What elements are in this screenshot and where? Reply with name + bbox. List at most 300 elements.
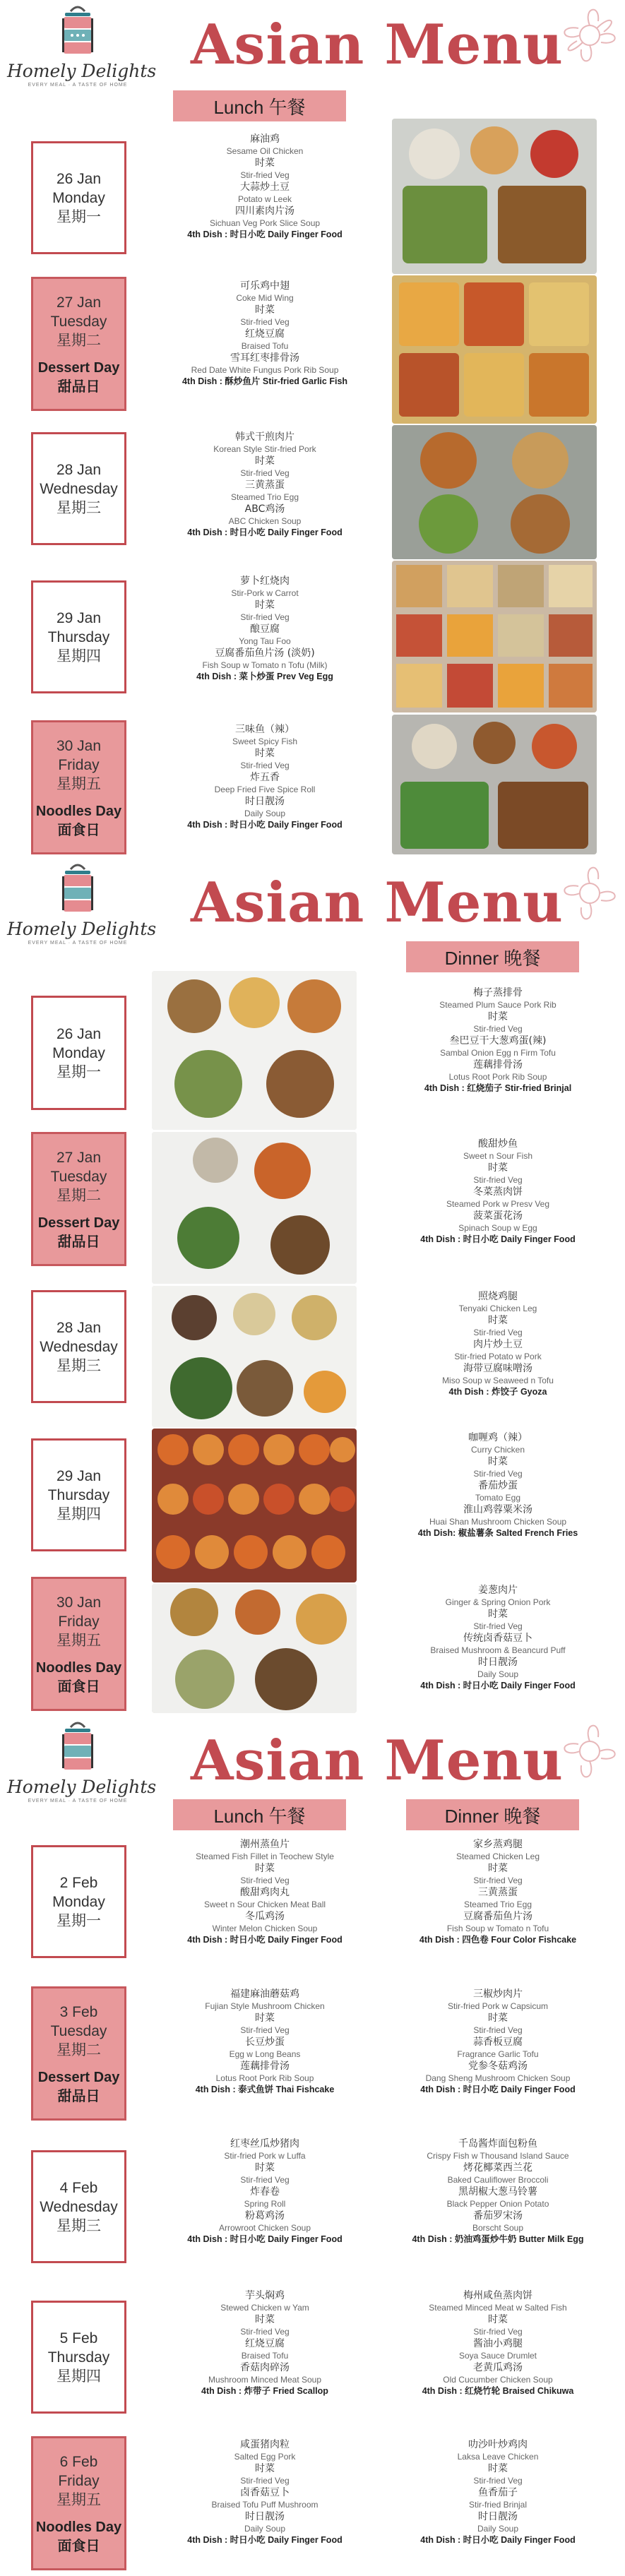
day-weekday: Friday [58, 2472, 100, 2489]
dish-en: Sambal Onion Egg n Firm Tofu [440, 1048, 556, 1058]
dish-en: Spinach Soup w Egg [458, 1223, 537, 1233]
day-date: 28 Jan [56, 461, 102, 478]
dish-cn: 番茄罗宋汤 [473, 2210, 523, 2222]
dish-en: Salted Egg Pork [234, 2452, 296, 2462]
dish-cn: 叁巴豆干大葱鸡蛋(辣) [449, 1035, 547, 1046]
dish-cn: 萝卜红烧肉 [240, 576, 290, 587]
dish-cn: 冬菜蒸肉饼 [473, 1186, 523, 1198]
food-photo [392, 561, 597, 712]
dish-en: Steamed Fish Fillet in Teochew Style [196, 1852, 334, 1861]
dish-cn: 时菜 [488, 2012, 508, 2024]
dish-en: Daily Soup [244, 809, 286, 818]
day-weekday: Monday [52, 1893, 105, 1910]
dish-en: Tomato Egg [475, 1493, 521, 1503]
fourth-dish: 4th Dish : 酥炒鱼片 Stir-fried Garlic Fish [181, 376, 348, 386]
dish-en: Stir-fried Veg [473, 1175, 523, 1185]
day-weekday-cn: 星期五 [56, 1631, 101, 1649]
day-date: 4 Feb [59, 2179, 98, 2196]
dish-en: Yong Tau Foo [239, 636, 291, 646]
dish-en: Stir-fried Veg [473, 1469, 523, 1479]
dish-en: Stir-fried Veg [473, 1328, 523, 1337]
fourth-dish: 4th Dish : 时日小吃 Daily Finger Food [187, 2234, 343, 2244]
dish-cn: 烤花椰菜西兰花 [463, 2162, 532, 2174]
dish-cn: 时菜 [255, 455, 275, 467]
dish-cn: 潮州蒸鱼片 [240, 1839, 290, 1850]
day-weekday: Tuesday [50, 1168, 107, 1185]
dinner-menu-29-jan [385, 1431, 611, 1539]
menu-title: Asian Menu [191, 1729, 564, 1793]
day-box-26-jan [31, 141, 126, 254]
brand-logo [7, 864, 157, 962]
food-photo [152, 1132, 357, 1284]
dish-en: Black Pepper Onion Potato [446, 2199, 549, 2209]
lunch-label: Lunch 午餐 [173, 1799, 346, 1830]
day-weekday-cn: 星期三 [56, 1356, 101, 1374]
dish-cn: 番茄炒蛋 [478, 1480, 518, 1491]
day-weekday: Wednesday [40, 480, 118, 497]
dish-cn: 豆腐番茄鱼片汤 (淡奶) [215, 648, 315, 659]
day-weekday-cn: 星期一 [56, 1063, 101, 1080]
dish-en: Steamed Minced Meat w Salted Fish [429, 2303, 567, 2313]
tiffin-carrier-icon [58, 1722, 97, 1775]
dish-cn: 大蒜炒土豆 [240, 181, 290, 193]
lunch-menu-30-jan [155, 723, 374, 831]
dish-en: Stir-fried Veg [240, 317, 290, 327]
fourth-dish: 4th Dish : 时日小吃 Daily Finger Food [420, 1234, 576, 1244]
day-box-4-feb [31, 2150, 126, 2263]
food-photo [152, 1286, 357, 1427]
dish-en: Mushroom Minced Meat Soup [208, 2375, 322, 2385]
dish-en: Stir-fried Brinjal [468, 2500, 528, 2510]
fourth-dish: 4th Dish : 炸带子 Fried Scallop [201, 2386, 328, 2396]
dish-cn: 韩式干煎肉片 [235, 431, 294, 443]
day-weekday-cn: 星期四 [56, 1505, 101, 1522]
dish-cn: 党参冬菇鸡汤 [468, 2061, 528, 2072]
tiffin-carrier-icon [58, 864, 97, 917]
dish-cn: 时菜 [488, 1162, 508, 1174]
dinner-label: Dinner 晚餐 [406, 1799, 579, 1830]
dish-cn: 梅州咸鱼蒸肉饼 [463, 2290, 532, 2301]
lunch-menu-5-feb [155, 2289, 374, 2397]
brand-tagline: EVERY MEAL · A TASTE OF HOME [28, 83, 128, 88]
day-box-3-feb [31, 1986, 126, 2121]
dish-en: Stir-fried Veg [473, 1876, 523, 1885]
dish-en: Stir-fried Veg [240, 2025, 290, 2035]
dish-en: Sweet n Sour Fish [463, 1151, 533, 1161]
dish-en: ABC Chicken Soup [228, 516, 302, 526]
dish-cn: 海带豆腐味噌汤 [463, 1363, 532, 1374]
day-weekday: Wednesday [40, 2198, 118, 2215]
dish-cn: 粉葛鸡汤 [245, 2210, 285, 2222]
dish-cn: 时菜 [255, 1863, 275, 1874]
dish-cn: 卤香菇豆卜 [240, 2487, 290, 2498]
food-photo [392, 119, 597, 274]
dinner-menu-6-feb [385, 2438, 611, 2546]
day-weekday: Tuesday [50, 313, 107, 330]
dish-en: Dang Sheng Mushroom Chicken Soup [425, 2073, 571, 2083]
day-date: 27 Jan [56, 294, 102, 311]
day-weekday: Thursday [47, 628, 110, 645]
dish-cn: 老黄瓜鸡汤 [473, 2362, 523, 2373]
dish-cn: 红烧豆腐 [245, 328, 285, 340]
day-weekday: Thursday [47, 2349, 110, 2366]
day-weekday: Monday [52, 1044, 105, 1061]
dinner-menu-30-jan [385, 1584, 611, 1692]
day-special: Dessert Day [37, 359, 120, 376]
day-date: 29 Jan [56, 609, 102, 626]
dish-cn: 咖喱鸡（辣） [468, 1432, 528, 1443]
tiffin-carrier-icon [58, 6, 97, 59]
dish-en: Stir-fried Veg [240, 2327, 290, 2337]
dish-cn: 黑胡椒大葱马铃薯 [458, 2186, 537, 2198]
day-weekday: Wednesday [40, 1338, 118, 1355]
fourth-dish: 4th Dish : 时日小吃 Daily Finger Food [187, 527, 343, 537]
day-box-29-jan [31, 1438, 126, 1551]
dish-cn: 长豆炒蛋 [245, 2037, 285, 2048]
brand-logo [7, 1722, 157, 1820]
dish-en: Coke Mid Wing [236, 293, 294, 303]
day-box-6-feb [31, 2436, 126, 2570]
dish-en: Braised Tofu Puff Mushroom [211, 2500, 319, 2510]
brand-tagline: EVERY MEAL · A TASTE OF HOME [28, 1799, 128, 1803]
day-special: Dessert Day [37, 1215, 120, 1231]
lunch-menu-6-feb [155, 2438, 374, 2546]
dish-cn: 雪耳红枣排骨汤 [230, 352, 299, 364]
dish-en: Winter Melon Chicken Soup [212, 1924, 318, 1933]
dish-cn: 照烧鸡腿 [478, 1291, 518, 1302]
fourth-dish: 4th Dish : 红烧茄子 Stir-fried Brinjal [424, 1083, 572, 1093]
day-date: 2 Feb [59, 1874, 98, 1891]
dish-cn: 时日靓汤 [478, 2511, 518, 2522]
dish-cn: 时菜 [255, 2012, 275, 2024]
dish-en: Ginger & Spring Onion Pork [445, 1597, 551, 1607]
dish-en: Miso Soup w Seaweed n Tofu [442, 1376, 554, 1385]
dish-cn: 叻沙叶炒鸡肉 [468, 2439, 528, 2450]
day-special-cn: 面食日 [57, 821, 100, 838]
dish-en: Daily Soup [477, 2524, 519, 2534]
day-special: Noodles Day [35, 803, 122, 819]
day-special: Noodles Day [35, 2519, 122, 2535]
dish-cn: 肉片炒土豆 [473, 1339, 523, 1350]
dish-en: Stir-fried Pork w Luffa [224, 2151, 306, 2161]
day-date: 27 Jan [56, 1149, 102, 1166]
dish-en: Steamed Pork w Presv Veg [446, 1199, 550, 1209]
dish-cn: 时菜 [255, 2162, 275, 2174]
day-weekday-cn: 星期二 [56, 331, 101, 349]
dish-en: Stir-fried Potato w Pork [454, 1352, 542, 1361]
dish-en: Daily Soup [244, 2524, 286, 2534]
day-weekday: Friday [58, 756, 100, 773]
day-weekday-cn: 星期三 [56, 2217, 101, 2234]
dish-en: Steamed Plum Sauce Pork Rib [439, 1000, 556, 1010]
dish-en: Sichuan Veg Pork Slice Soup [209, 218, 321, 228]
lunch-menu-3-feb [155, 1988, 374, 2096]
dish-cn: 时菜 [255, 600, 275, 611]
food-photo [392, 425, 597, 559]
dish-en: Fish Soup w Tomato n Tofu (Milk) [202, 660, 328, 670]
day-date: 6 Feb [59, 2453, 98, 2470]
day-special: Dessert Day [37, 2069, 120, 2085]
brand-name: Homely Delights [7, 919, 157, 939]
day-weekday-cn: 星期三 [56, 499, 101, 516]
lunch-label: Lunch 午餐 [173, 90, 346, 121]
day-date: 26 Jan [56, 1025, 102, 1042]
lunch-menu-2-feb [155, 1838, 374, 1946]
dish-cn: 咸蛋猪肉粒 [240, 2439, 290, 2450]
day-special-cn: 甜品日 [57, 1232, 100, 1250]
fourth-dish: 4th Dish : 红烧竹轮 Braised Chikuwa [422, 2386, 574, 2396]
dish-cn: 淮山鸡蓉粟米汤 [463, 1504, 532, 1515]
dish-cn: 三黄蒸蛋 [245, 479, 285, 491]
day-date: 30 Jan [56, 1594, 102, 1611]
dish-en: Braised Tofu [241, 341, 289, 351]
day-special: Noodles Day [35, 1659, 122, 1676]
dinner-menu-3-feb [385, 1988, 611, 2096]
day-weekday-cn: 星期五 [56, 2491, 101, 2508]
dish-cn: 鱼香茄子 [478, 2487, 518, 2498]
fourth-dish: 4th Dish : 时日小吃 Daily Finger Food [187, 1935, 343, 1945]
day-weekday: Tuesday [50, 2022, 107, 2039]
dish-cn: 时菜 [255, 304, 275, 316]
dish-cn: 可乐鸡中翅 [240, 280, 290, 292]
dish-cn: 福建麻油蘑菇鸡 [230, 1988, 299, 2000]
dish-cn: 冬瓜鸡汤 [245, 1911, 285, 1922]
fourth-dish: 4th Dish : 时日小吃 Daily Finger Food [420, 1681, 576, 1690]
dish-cn: 时菜 [488, 1609, 508, 1620]
dish-cn: 菠菜蛋花汤 [473, 1210, 523, 1222]
food-photo [152, 971, 357, 1130]
dinner-menu-2-feb [385, 1838, 611, 1946]
fourth-dish: 4th Dish : 泰式鱼饼 Thai Fishcake [195, 2085, 335, 2094]
dish-en: Spring Roll [244, 2199, 286, 2209]
lunch-menu-26-jan [155, 133, 374, 241]
day-weekday-cn: 星期一 [56, 1912, 101, 1929]
day-weekday-cn: 星期一 [56, 208, 101, 225]
fourth-dish: 4th Dish: 椒盐薯条 Salted French Fries [417, 1528, 578, 1538]
dish-en: Deep Fried Five Spice Roll [214, 785, 316, 794]
dish-cn: 家乡蒸鸡腿 [473, 1839, 523, 1850]
food-photo [392, 715, 597, 854]
dish-en: Steamed Chicken Leg [456, 1852, 540, 1861]
dish-cn: ABC鸡汤 [244, 503, 285, 515]
dish-cn: 时菜 [255, 748, 275, 759]
dish-cn: 红枣丝瓜炒猪肉 [230, 2138, 299, 2149]
dish-cn: 红烧豆腐 [245, 2338, 285, 2349]
dish-en: Borscht Soup [472, 2223, 524, 2233]
dish-cn: 时菜 [488, 1011, 508, 1022]
dish-cn: 时菜 [488, 1863, 508, 1874]
dish-cn: 时日靓汤 [245, 2511, 285, 2522]
lunch-menu-28-jan [155, 431, 374, 539]
menu-title: Asian Menu [191, 871, 564, 935]
day-weekday: Thursday [47, 1486, 110, 1503]
dish-en: Stewed Chicken w Yam [220, 2303, 309, 2313]
dish-en: Sweet Spicy Fish [232, 737, 298, 746]
dish-en: Stir-fried Veg [240, 761, 290, 770]
dish-en: Sweet n Sour Chicken Meat Ball [203, 1900, 326, 1909]
dish-en: Korean Style Stir-fried Pork [213, 444, 316, 454]
dish-en: Stir-fried Veg [473, 1621, 523, 1631]
dish-cn: 时菜 [488, 2463, 508, 2474]
lunch-menu-4-feb [155, 2137, 374, 2246]
day-weekday: Friday [58, 1613, 100, 1630]
dish-en: Laksa Leave Chicken [457, 2452, 539, 2462]
day-special-cn: 面食日 [57, 2536, 100, 2554]
day-date: 26 Jan [56, 170, 102, 187]
day-date: 28 Jan [56, 1319, 102, 1336]
dish-en: Braised Tofu [241, 2351, 289, 2361]
day-weekday-cn: 星期二 [56, 1186, 101, 1204]
fourth-dish: 4th Dish : 时日小吃 Daily Finger Food [420, 2535, 576, 2545]
dish-en: Curry Chicken [470, 1445, 525, 1455]
dish-cn: 豆腐番茄鱼片汤 [463, 1911, 532, 1922]
dish-cn: 酸甜炒鱼 [478, 1138, 518, 1150]
menu-week1-dinner [0, 858, 625, 1716]
day-weekday-cn: 星期四 [56, 647, 101, 664]
fourth-dish: 4th Dish : 四色卷 Four Color Fishcake [419, 1935, 577, 1945]
dish-cn: 香菇肉碎汤 [240, 2362, 290, 2373]
fourth-dish: 4th Dish : 时日小吃 Daily Finger Food [187, 229, 343, 239]
dish-cn: 三黄蒸蛋 [478, 1887, 518, 1898]
dish-cn: 时菜 [255, 2463, 275, 2474]
dish-en: Stir-fried Veg [473, 2327, 523, 2337]
dish-cn: 芋头焖鸡 [245, 2290, 285, 2301]
day-weekday: Monday [52, 189, 105, 206]
dish-cn: 梅子蒸排骨 [473, 987, 523, 998]
dinner-menu-5-feb [385, 2289, 611, 2397]
day-date: 30 Jan [56, 737, 102, 754]
dish-en: Steamed Trio Egg [230, 492, 299, 502]
dish-en: Sesame Oil Chicken [226, 146, 304, 156]
dinner-menu-4-feb [385, 2137, 611, 2246]
dish-en: Fragrance Garlic Tofu [457, 2049, 539, 2059]
dish-en: Egg w Long Beans [229, 2049, 301, 2059]
dish-en: Tenyaki Chicken Leg [458, 1304, 537, 1313]
fourth-dish: 4th Dish : 时日小吃 Daily Finger Food [420, 2085, 576, 2094]
day-box-29-jan [31, 580, 126, 693]
brand-logo [7, 6, 157, 105]
dish-cn: 三椒炒肉片 [473, 1988, 523, 2000]
dish-cn: 千岛酱炸面包粉鱼 [458, 2138, 537, 2149]
dish-cn: 四川素肉片汤 [235, 205, 294, 217]
dish-en: Stir-fried Veg [240, 170, 290, 180]
dish-en: Arrowroot Chicken Soup [218, 2223, 311, 2233]
brand-name: Homely Delights [7, 1777, 157, 1797]
fourth-dish: 4th Dish : 奶油鸡蛋炒牛奶 Butter Milk Egg [412, 2234, 584, 2244]
dish-cn: 酸甜鸡肉丸 [240, 1887, 290, 1898]
dish-cn: 时日靓汤 [478, 1657, 518, 1668]
brand-tagline: EVERY MEAL · A TASTE OF HOME [28, 941, 128, 946]
food-photo [152, 1429, 357, 1582]
dinner-menu-28-jan [385, 1290, 611, 1398]
dish-en: Stir-Pork w Carrot [231, 588, 299, 598]
brand-name: Homely Delights [7, 61, 157, 81]
dish-en: Baked Cauliflower Broccoli [447, 2175, 549, 2185]
dish-en: Old Cucumber Chicken Soup [443, 2375, 553, 2385]
menu-title: Asian Menu [191, 13, 564, 77]
fourth-dish: 4th Dish : 炸饺子 Gyoza [448, 1387, 547, 1397]
dish-cn: 时日靓汤 [245, 796, 285, 807]
dish-en: Steamed Trio Egg [463, 1900, 532, 1909]
day-date: 5 Feb [59, 2330, 98, 2347]
day-box-30-jan [31, 1577, 126, 1711]
day-special-cn: 面食日 [57, 1677, 100, 1695]
day-box-5-feb [31, 2301, 126, 2414]
dish-en: Stir-fried Pork w Capsicum [447, 2001, 549, 2011]
dish-cn: 姜葱肉片 [478, 1585, 518, 1596]
dish-cn: 时菜 [488, 2314, 508, 2325]
dish-en: Soya Sauce Drumlet [458, 2351, 537, 2361]
dish-cn: 时菜 [488, 1456, 508, 1467]
fourth-dish: 4th Dish : 菜卜炒蛋 Prev Veg Egg [196, 672, 333, 681]
food-photo [152, 1584, 357, 1713]
dish-en: Lotus Root Pork Rib Soup [448, 1072, 547, 1082]
dish-en: Stir-fried Veg [240, 2476, 290, 2486]
day-weekday-cn: 星期二 [56, 2041, 101, 2058]
dinner-label: Dinner 晚餐 [406, 941, 579, 972]
menu-week1-lunch [0, 0, 625, 858]
dinner-menu-27-jan [385, 1138, 611, 1246]
dish-cn: 酱油小鸡腿 [473, 2338, 523, 2349]
dish-cn: 麻油鸡 [250, 133, 280, 145]
lunch-menu-29-jan [155, 575, 374, 683]
dish-en: Stir-fried Veg [240, 2175, 290, 2185]
day-box-27-jan [31, 277, 126, 411]
dish-cn: 时菜 [255, 2314, 275, 2325]
dish-en: Stir-fried Veg [473, 1024, 523, 1034]
dish-cn: 莲藕排骨汤 [240, 2061, 290, 2072]
dish-cn: 莲藕排骨汤 [473, 1059, 523, 1071]
day-weekday-cn: 星期四 [56, 2367, 101, 2385]
dish-en: Stir-fried Veg [473, 2476, 523, 2486]
dish-en: Stir-fried Veg [240, 1876, 290, 1885]
dish-en: Potato w Leek [237, 194, 292, 204]
dish-en: Stir-fried Veg [473, 2025, 523, 2035]
day-weekday-cn: 星期五 [56, 775, 101, 792]
dish-en: Red Date White Fungus Pork Rib Soup [191, 365, 339, 375]
dish-cn: 炸五香 [250, 772, 280, 783]
dish-cn: 传统卤香菇豆卜 [463, 1633, 532, 1644]
dish-en: Crispy Fish w Thousand Island Sauce [427, 2151, 569, 2161]
dish-cn: 蒜香板豆腐 [473, 2037, 523, 2048]
dinner-menu-26-jan [385, 986, 611, 1095]
dish-en: Fish Soup w Tomato n Tofu [446, 1924, 549, 1933]
dish-en: Stir-fried Veg [240, 612, 290, 622]
dish-en: Daily Soup [477, 1669, 519, 1679]
day-box-26-jan [31, 996, 126, 1110]
day-box-28-jan [31, 1290, 126, 1403]
fourth-dish: 4th Dish : 时日小吃 Daily Finger Food [187, 820, 343, 830]
dish-cn: 时菜 [488, 1315, 508, 1326]
day-special-cn: 甜品日 [57, 2087, 100, 2104]
day-date: 3 Feb [59, 2003, 98, 2020]
day-box-30-jan [31, 720, 126, 854]
lunch-menu-27-jan [155, 280, 374, 388]
dish-en: Stir-fried Veg [240, 468, 290, 478]
day-special-cn: 甜品日 [57, 377, 100, 395]
day-box-27-jan [31, 1132, 126, 1266]
fourth-dish: 4th Dish : 时日小吃 Daily Finger Food [187, 2535, 343, 2545]
dish-en: Huai Shan Mushroom Chicken Soup [429, 1517, 567, 1527]
food-photo [392, 275, 597, 424]
dish-en: Braised Mushroom & Beancurd Puff [430, 1645, 566, 1655]
dish-cn: 时菜 [255, 157, 275, 169]
dish-en: Fujian Style Mushroom Chicken [205, 2001, 325, 2011]
menu-week2 [0, 1716, 625, 2576]
dish-en: Lotus Root Pork Rib Soup [215, 2073, 314, 2083]
day-box-28-jan [31, 432, 126, 545]
day-date: 29 Jan [56, 1467, 102, 1484]
